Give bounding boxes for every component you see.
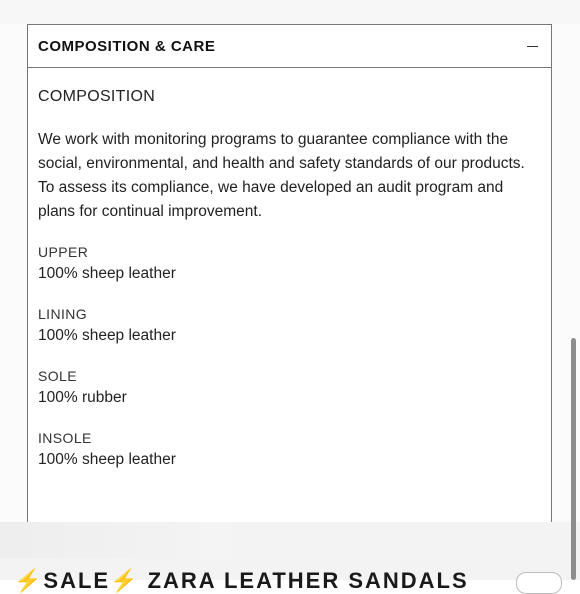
composition-heading: COMPOSITION xyxy=(38,88,156,105)
accordion-header[interactable] xyxy=(28,25,551,68)
material-insole xyxy=(38,428,541,472)
scrollbar[interactable] xyxy=(571,338,576,580)
material-upper xyxy=(38,242,541,286)
material-label: UPPER xyxy=(38,244,89,260)
material-value: 100% sheep leather xyxy=(38,451,176,468)
material-label: INSOLE xyxy=(38,430,92,446)
composition-care-accordion xyxy=(27,24,552,544)
footer-strip xyxy=(0,522,580,593)
footer-fade xyxy=(0,522,230,558)
minus-icon[interactable] xyxy=(527,40,539,52)
material-label: LINING xyxy=(38,306,88,322)
pill-button[interactable] xyxy=(516,572,562,594)
material-sole xyxy=(38,366,541,410)
material-label: SOLE xyxy=(38,368,77,384)
accordion-body xyxy=(28,88,551,472)
material-value: 100% rubber xyxy=(38,389,127,406)
material-value: 100% sheep leather xyxy=(38,327,176,344)
material-lining xyxy=(38,304,541,348)
material-value: 100% sheep leather xyxy=(38,265,176,282)
accordion-title: COMPOSITION & CARE xyxy=(38,37,216,55)
composition-paragraph: We work with monitoring programs to guarantee compliance with the social, environmental, and health and safety standards of our products. To assess its compliance, we have developed an audit program and plans for continual improvement. xyxy=(38,131,525,220)
listing-title-cutoff: ⚡SALE⚡ ZARA LEATHER SANDALS xyxy=(14,568,469,593)
top-strip xyxy=(0,0,580,24)
